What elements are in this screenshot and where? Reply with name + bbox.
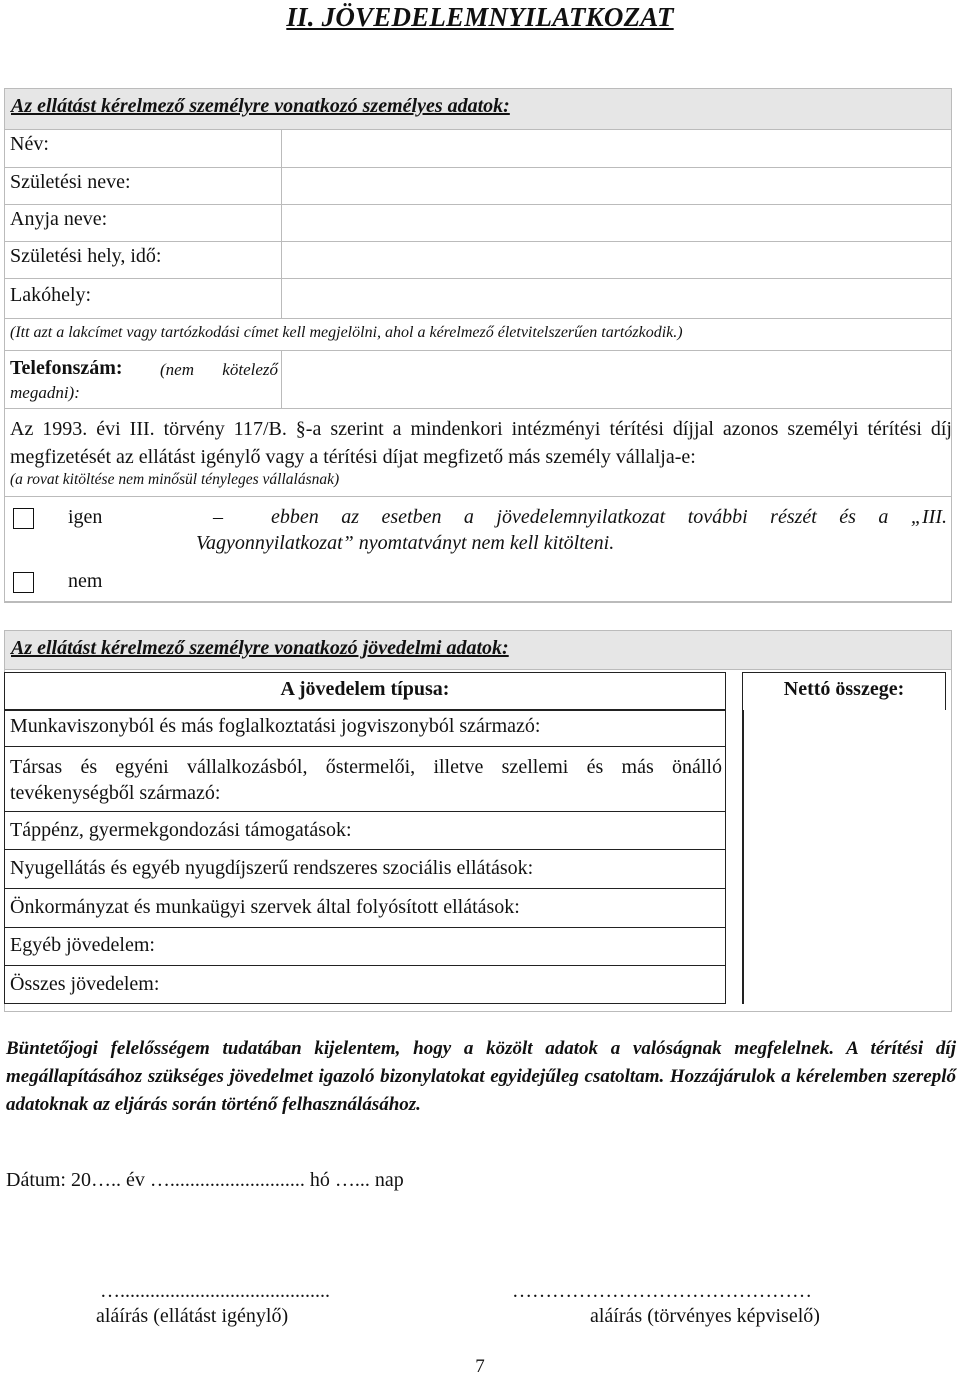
income-amount-fields[interactable] — [746, 712, 942, 1002]
option-yes-note-cont: Vagyonnyilatkozat” nyomtatványt nem kell kitölteni. — [196, 532, 615, 554]
birth-place-date-label: Születési hely, idő: — [10, 245, 162, 267]
option-yes-dash: – — [213, 506, 223, 528]
option-yes-label: igen — [68, 506, 103, 528]
law-note: (a rovat kitöltése nem minősül tényleges vállalásnak) — [10, 471, 340, 488]
date-line[interactable]: Dátum: 20….. év …........................... hó …... nap — [6, 1169, 404, 1191]
checkbox-yes[interactable] — [13, 508, 34, 529]
checkbox-no[interactable] — [13, 572, 34, 593]
name-label: Név: — [10, 133, 49, 155]
phone-note: (nem kötelező — [160, 360, 278, 379]
personal-section-header: Az ellátást kérelmező személyre vonatkozó személyes adatok: — [4, 88, 952, 130]
income-row-municipal: Önkormányzat és munkaügyi szervek által folyósított ellátások: — [10, 896, 520, 918]
income-row-sickpay: Táppénz, gyermekgondozási támogatások: — [10, 819, 352, 841]
mother-name-field[interactable] — [290, 208, 940, 238]
income-section-header: Az ellátást kérelmező személyre vonatkozó jövedelmi adatok: — [4, 630, 952, 670]
birth-name-field[interactable] — [290, 171, 940, 201]
phone-label: Telefonszám: — [10, 357, 123, 379]
income-row-total: Összes jövedelem: — [10, 973, 160, 995]
mother-name-label: Anyja neve: — [10, 208, 108, 230]
name-field[interactable] — [290, 133, 940, 163]
address-note: (Itt azt a lakcímet vagy tartózkodási címet kell megjelölni, ahol a kérelmező életvitelszerűen tartózkodik.) — [10, 324, 683, 341]
signature-applicant-line[interactable]: ….......................................... — [100, 1280, 330, 1302]
income-row-enterprise: Társas és egyéni vállalkozásból, őstermelői, illetve szellemi és más önálló tevékenységből származó: — [10, 756, 722, 804]
birth-name-label: Születési neve: — [10, 171, 131, 193]
law-text: Az 1993. évi III. törvény 117/B. §-a szerint a mindenkori intézményi térítési díjjal azonos személyi térítési díj megfizetését az ellátást igénylő vagy a térítési díjat megfizető más személy vállalja-e: — [10, 418, 952, 468]
income-amount-header: Nettó összege: — [783, 678, 905, 700]
declaration-text: Büntetőjogi felelősségem tudatában kijelentem, hogy a közölt adatok a valóságnak megfelelnek. A térítési díj megállapításához szükséges jövedelmet igazoló bizonylatokat egyidejűleg csatoltam. Hozzájárulok a kérelemben szereplő adatoknak az eljárás során történő felhasználásához. — [6, 1038, 956, 1115]
signature-applicant-label: aláírás (ellátást igénylő) — [96, 1305, 289, 1327]
page-title: II. JÖVEDELEMNYILATKOZAT — [286, 2, 674, 32]
income-row-employment: Munkaviszonyból és más foglalkoztatási jogviszonyból származó: — [10, 715, 541, 737]
residence-label: Lakóhely: — [10, 284, 92, 306]
income-type-header: A jövedelem típusa: — [280, 678, 450, 700]
income-row-other: Egyéb jövedelem: — [10, 934, 155, 956]
income-row-pension: Nyugellátás és egyéb nyugdíjszerű rendszeres szociális ellátások: — [10, 857, 534, 879]
phone-field[interactable] — [290, 357, 940, 401]
option-no-label: nem — [68, 570, 103, 592]
option-yes-note: ebben az esetben a jövedelemnyilatkozat további részét és a „III. — [271, 506, 947, 528]
page-number: 7 — [475, 1356, 485, 1377]
residence-field[interactable] — [290, 284, 940, 314]
signature-representative-label: aláírás (törvényes képviselő) — [590, 1305, 820, 1327]
birth-place-date-field[interactable] — [290, 245, 940, 275]
phone-note-cont: megadni): — [10, 383, 80, 402]
signature-representative-line[interactable]: ……………………………………… — [512, 1280, 812, 1302]
